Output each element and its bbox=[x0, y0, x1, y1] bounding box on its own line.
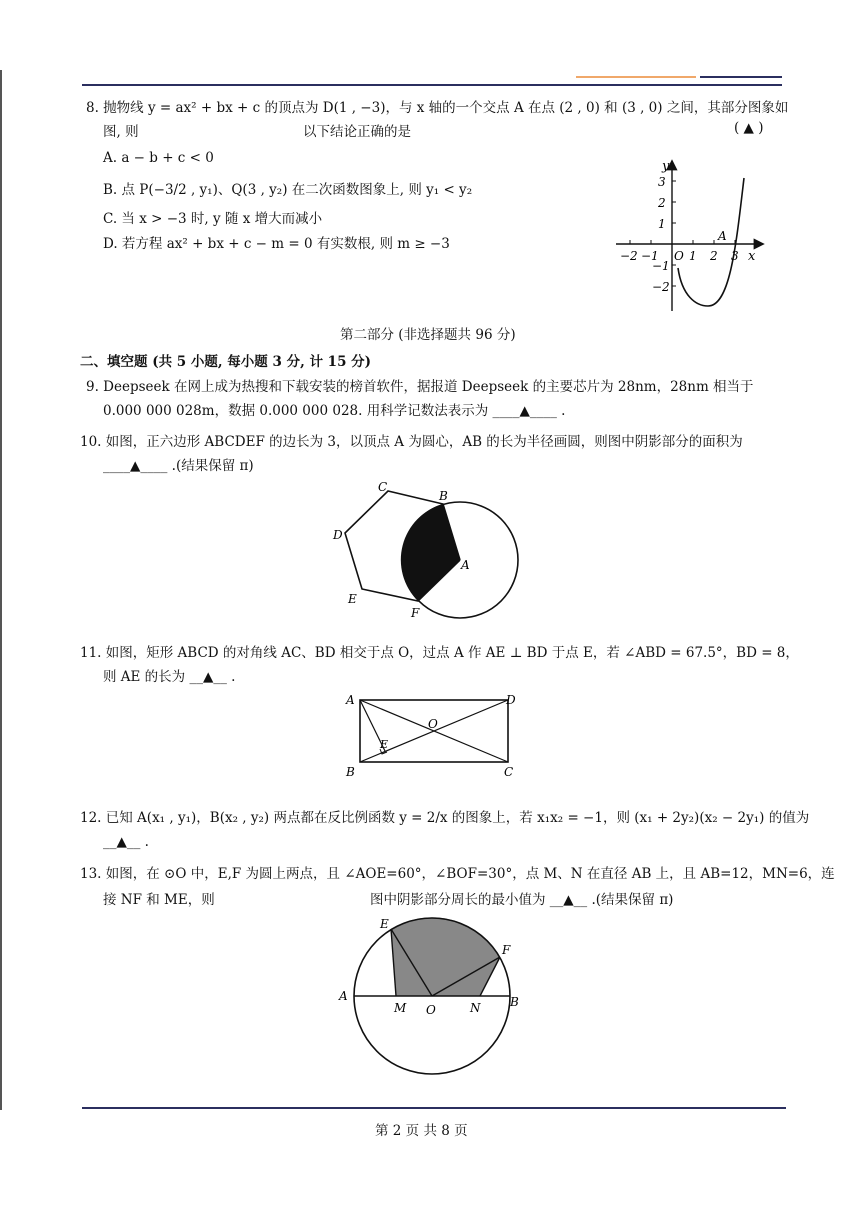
q8-parabola-graph bbox=[612, 156, 772, 316]
label-d: D bbox=[506, 693, 516, 707]
q8-stem-line2a: 图, 则 bbox=[103, 124, 139, 140]
label-c: C bbox=[378, 480, 388, 494]
parabola-curve bbox=[678, 178, 744, 306]
y-tick-2: 2 bbox=[658, 196, 666, 210]
label-f: F bbox=[502, 943, 511, 957]
x-axis-label: x bbox=[748, 249, 756, 264]
q11-line1: 11. 如图，矩形 ABCD 的对角线 AC、BD 相交于点 O，过点 A 作 AE ⊥ BD 于点 E，若 ∠ABD = 67.5°，BD = 8， bbox=[80, 645, 799, 661]
label-e: E bbox=[348, 592, 357, 606]
q9-line1: 9. Deepseek 在网上成为热搜和下载安装的榜首软件，据报道 Deepseek 的主要芯片为 28nm，28nm 相当于 bbox=[86, 379, 754, 395]
y-axis-label: y bbox=[662, 159, 670, 174]
header-rule bbox=[82, 84, 782, 86]
header-dark-line bbox=[700, 76, 782, 78]
label-o: O bbox=[426, 1003, 436, 1017]
q11-line2: 则 AE 的长为 __▲__ . bbox=[103, 669, 236, 685]
label-a: A bbox=[461, 558, 470, 572]
header-accent-line bbox=[576, 76, 696, 78]
q8-option-b: B. 点 P(−3/2 , y₁)、Q(3 , y₂) 在二次函数图象上, 则 y₁ < y₂ bbox=[103, 182, 473, 198]
label-b: B bbox=[439, 489, 448, 503]
label-n: N bbox=[470, 1001, 481, 1015]
q8-option-a: A. a − b + c < 0 bbox=[103, 150, 214, 166]
x-tick-neg1: −1 bbox=[641, 249, 659, 263]
x-tick-1: 1 bbox=[689, 249, 697, 263]
label-f: F bbox=[411, 606, 420, 620]
q9-line2: 0.000 000 028m，数据 0.000 000 028. 用科学记数法表示为 ____▲____ . bbox=[103, 403, 566, 419]
x-tick-3: 3 bbox=[731, 249, 739, 263]
y-tick-3: 3 bbox=[658, 175, 666, 189]
q12-line1: 12. 已知 A(x₁ , y₁)，B(x₂ , y₂) 两点都在反比例函数 y = 2/x 的图象上，若 x₁x₂ = −1，则 (x₁ + 2y₂)(x₂ − 2y₁) 的值为 bbox=[80, 810, 810, 826]
label-a: A bbox=[346, 693, 355, 707]
q8-option-d: D. 若方程 ax² + bx + c − m = 0 有实数根, 则 m ≥ −3 bbox=[103, 236, 450, 252]
q10-line1: 10. 如图，正六边形 ABCDEF 的边长为 3，以顶点 A 为圆心，AB 的长为半径画圆，则图中阴影部分的面积为 bbox=[80, 434, 743, 450]
q10-hexagon-figure bbox=[325, 475, 530, 630]
label-o: O bbox=[428, 717, 438, 731]
page-edge-shadow bbox=[0, 70, 2, 1110]
q13-line2a: 接 NF 和 ME，则 bbox=[103, 892, 215, 908]
q10-line2: ____▲____ .(结果保留 π) bbox=[103, 458, 254, 474]
point-a-label: A bbox=[718, 229, 727, 243]
x-tick-neg2: −2 bbox=[620, 249, 638, 263]
label-e: E bbox=[380, 917, 389, 931]
y-tick-1: 1 bbox=[658, 217, 666, 231]
page-number: 第 2 页 共 8 页 bbox=[375, 1123, 468, 1139]
x-tick-2: 2 bbox=[710, 249, 718, 263]
section-title: 二、填空题 (共 5 小题, 每小题 3 分, 计 15 分) bbox=[80, 354, 372, 370]
q12-line2: __▲__ . bbox=[103, 834, 149, 850]
q8-stem-line1: 8. 抛物线 y = ax² + bx + c 的顶点为 D(1 , −3)，与 x 轴的一个交点 A 在点 (2 , 0) 和 (3 , 0) 之间，其部分图象如 bbox=[86, 100, 789, 116]
label-e: E bbox=[380, 738, 389, 751]
q13-circle-figure bbox=[334, 912, 530, 1078]
label-b: B bbox=[510, 995, 519, 1009]
label-c: C bbox=[504, 765, 514, 779]
label-b: B bbox=[346, 765, 355, 779]
label-m: M bbox=[394, 1001, 407, 1015]
y-tick-neg1: −1 bbox=[652, 259, 670, 273]
q8-stem-line2b: 以下结论正确的是 bbox=[303, 124, 411, 140]
q8-answer-mark: ( ▲ ) bbox=[734, 120, 764, 136]
origin-label: O bbox=[674, 249, 684, 263]
q8-option-c: C. 当 x > −3 时, y 随 x 增大而减小 bbox=[103, 211, 323, 227]
q13-line2b: 图中阴影部分周长的最小值为 __▲__ .(结果保留 π) bbox=[370, 892, 674, 908]
footer-rule bbox=[82, 1107, 786, 1109]
q13-line1: 13. 如图，在 ⊙O 中，E,F 为圆上两点，且 ∠AOE=60°，∠BOF=30°，点 M、N 在直径 AB 上，且 AB=12，MN=6，连 bbox=[80, 866, 835, 882]
part-two-title: 第二部分 (非选择题共 96 分) bbox=[340, 327, 516, 343]
label-d: D bbox=[333, 528, 343, 542]
label-a: A bbox=[339, 989, 348, 1003]
y-tick-neg2: −2 bbox=[652, 280, 670, 294]
shaded-region bbox=[401, 504, 460, 601]
q11-rectangle-figure bbox=[340, 688, 525, 780]
